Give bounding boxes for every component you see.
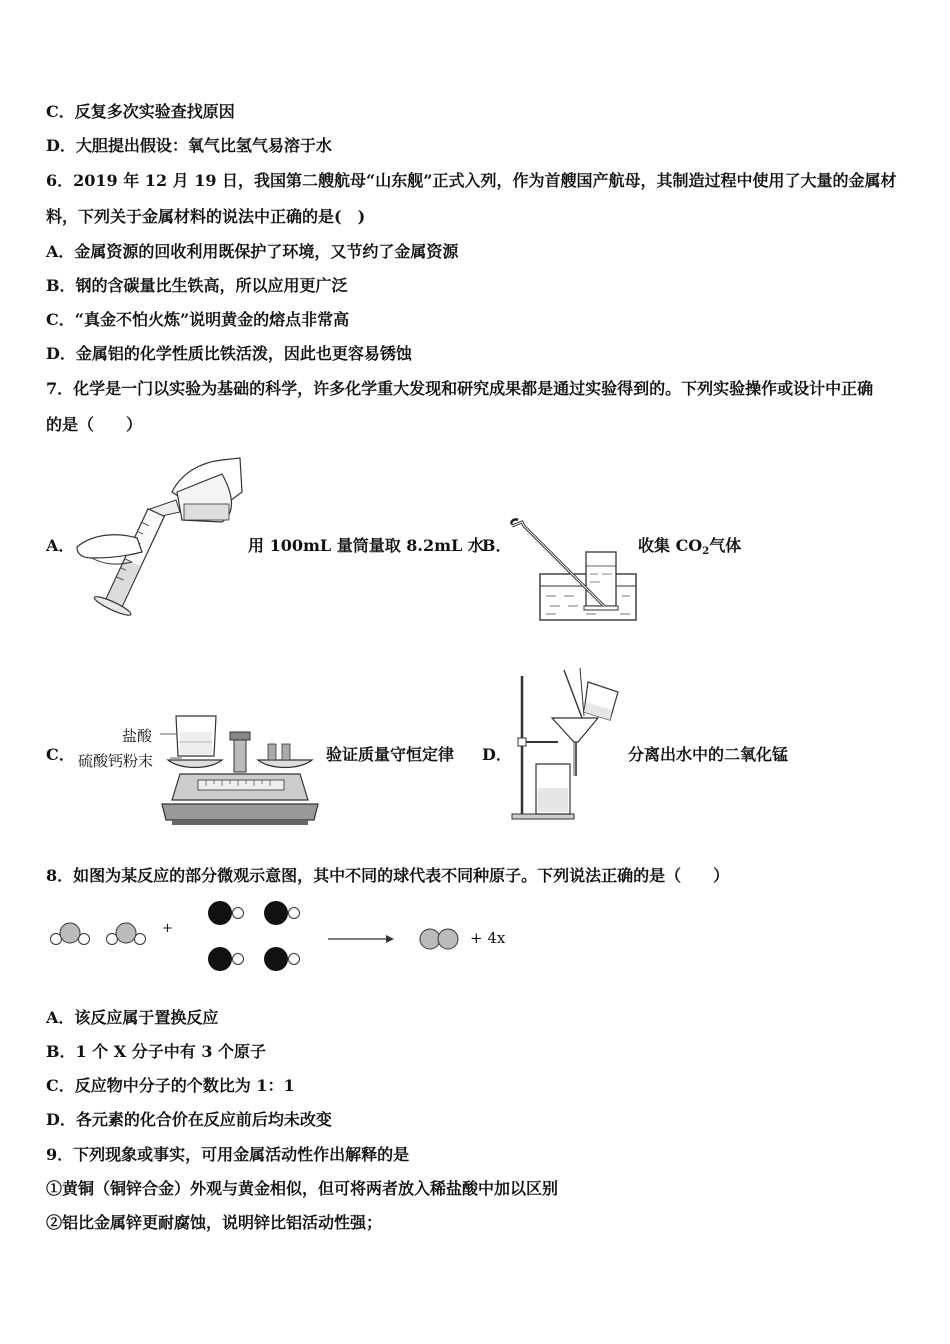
q6-option-b: B．钢的含碳量比生铁高，所以应用更广泛 bbox=[46, 276, 348, 295]
graduated-cylinder-pouring-figure bbox=[72, 452, 247, 622]
q9-item-2: ②铝比金属锌更耐腐蚀，说明锌比铝活动性强； bbox=[46, 1213, 383, 1232]
reactant-molecule-6 bbox=[264, 947, 300, 971]
filtration-setup-figure bbox=[508, 668, 626, 820]
q7-option-a-caption: 用 100mL 量筒量取 8.2mL 水 bbox=[248, 536, 484, 555]
q8-option-a: A．该反应属于置换反应 bbox=[46, 1008, 219, 1027]
q7-option-c-powder-label: 硫酸钙粉末 bbox=[78, 752, 154, 770]
reaction-micro-diagram bbox=[48, 895, 508, 975]
q9-item-1: ①黄铜（铜锌合金）外观与黄金相似，但可将两者放入稀盐酸中加以区别 bbox=[46, 1179, 559, 1198]
q7-option-d-caption: 分离出水中的二氧化锰 bbox=[628, 745, 789, 764]
q7-option-a-label: A． bbox=[46, 536, 75, 555]
q6-option-a: A．金属资源的回收利用既保护了环境，又节约了金属资源 bbox=[46, 242, 459, 261]
balance-scale-figure bbox=[150, 712, 315, 827]
q8-reaction-plus: + bbox=[162, 921, 173, 936]
q6-stem-line1: 6．2019 年 12 月 19 日，我国第二艘航母“山东舰”正式入列，作为首艘国产航母，其制造过程中使用了大量的金属材 bbox=[46, 171, 897, 190]
q7-option-c-hcl-label: 盐酸 bbox=[122, 727, 153, 745]
q8-option-c: C．反应物中分子的个数比为 1：1 bbox=[46, 1076, 295, 1095]
reactant-molecule-1 bbox=[51, 923, 90, 945]
q8-option-b: B．1 个 X 分子中有 3 个原子 bbox=[46, 1042, 267, 1061]
reactant-molecule-5 bbox=[208, 947, 244, 971]
q6-option-d: D．金属铝的化学性质比铁活泼，因此也更容易锈蚀 bbox=[46, 344, 412, 363]
q7-stem-line1: 7．化学是一门以实验为基础的科学，许多化学重大发现和研究成果都是通过实验得到的。下列实验操作或设计中正确 bbox=[46, 379, 874, 398]
q7-option-d-label: D． bbox=[482, 745, 512, 764]
arrow-head-icon bbox=[386, 935, 394, 943]
q7-option-b-caption-pre: 收集 CO bbox=[638, 536, 703, 555]
q7-stem-line2: 的是（ ） bbox=[46, 415, 143, 434]
q6-option-c: C．“真金不怕火炼”说明黄金的熔点非常高 bbox=[46, 310, 350, 329]
reactant-molecule-2 bbox=[107, 923, 146, 945]
q5-option-c: C．反复多次实验查找原因 bbox=[46, 102, 235, 121]
q8-option-d: D．各元素的化合价在反应前后均未改变 bbox=[46, 1110, 332, 1129]
q7-option-b-caption-post: 气体 bbox=[709, 536, 742, 555]
q9-stem: 9．下列现象或事实，可用金属活动性作出解释的是 bbox=[46, 1145, 410, 1164]
q7-option-c-caption: 验证质量守恒定律 bbox=[326, 745, 455, 764]
q7-option-b-caption bbox=[638, 536, 741, 562]
q7-option-b-caption-sub: 2 bbox=[702, 546, 710, 557]
q5-option-d: D．大胆提出假设：氧气比氢气易溶于水 bbox=[46, 136, 332, 155]
q8-stem: 8．如图为某反应的部分微观示意图，其中不同的球代表不同种原子。下列说法正确的是（ ） bbox=[46, 866, 730, 885]
q6-stem-line2: 料，下列关于金属材料的说法中正确的是( ) bbox=[46, 207, 366, 226]
q7-option-b-label: B． bbox=[482, 536, 512, 555]
product-molecule bbox=[420, 929, 458, 949]
q8-product-plus-x: + 4x bbox=[470, 929, 506, 947]
reactant-molecule-4 bbox=[264, 901, 300, 925]
gas-collection-trough-figure bbox=[508, 516, 638, 622]
q7-option-c-label: C． bbox=[46, 745, 75, 764]
reactant-molecule-3 bbox=[208, 901, 244, 925]
